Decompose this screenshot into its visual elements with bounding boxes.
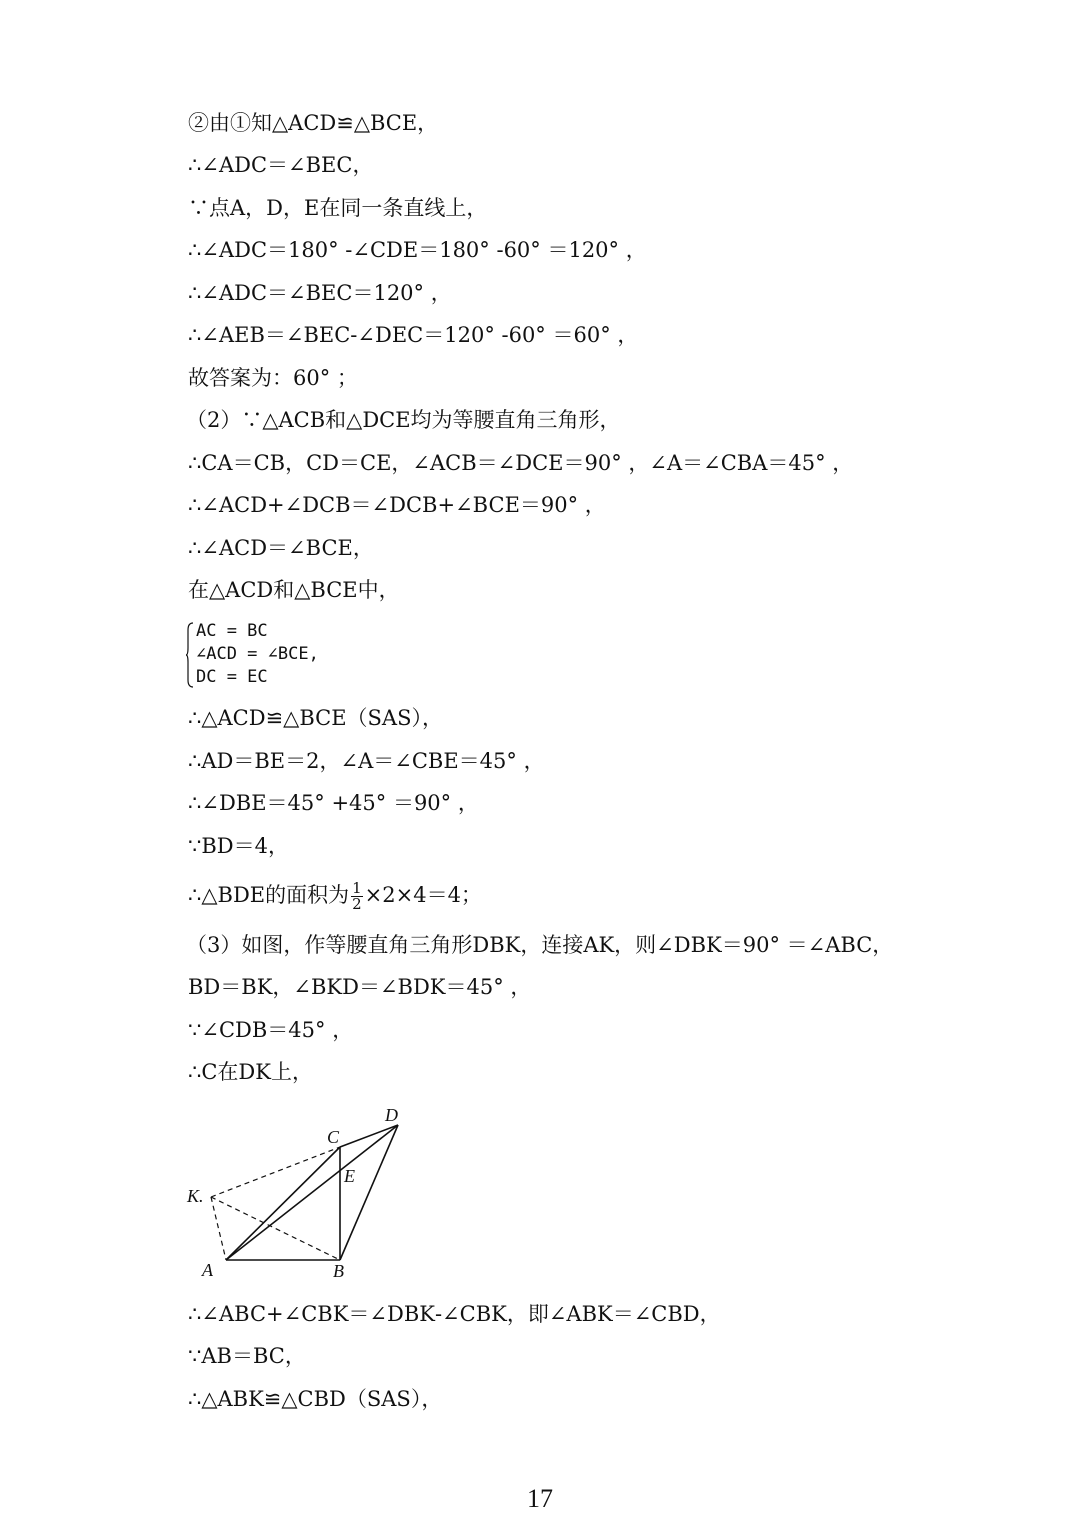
segment-ac xyxy=(226,1147,340,1260)
fraction xyxy=(351,881,363,912)
text-line: ∴∠ADC＝∠BEC， xyxy=(188,153,374,177)
text-line: ∴∠ABC+∠CBK＝∠DBK‐∠CBK，即∠ABK＝∠CBD， xyxy=(188,1302,721,1326)
segment-ka xyxy=(211,1197,226,1260)
text-line: ∴∠ACD+∠DCB＝∠DCB+∠BCE＝90° ， xyxy=(188,493,606,517)
area-line xyxy=(188,880,482,912)
point-label-k: K. xyxy=(187,1186,204,1206)
text-line: ∴∠ADC＝180° ‐∠CDE＝180° ‐60° ＝120° ， xyxy=(188,238,647,262)
text-line: ∵AB＝BC， xyxy=(188,1344,306,1368)
text-line: ∴∠AEB＝∠BEC‐∠DEC＝120° ‐60° ＝60° ， xyxy=(188,323,639,347)
text-line: （3）如图，作等腰直角三角形DBK，连接AK，则∠DBK＝90° ＝∠ABC， xyxy=(186,933,894,957)
geometry-figure xyxy=(180,1100,420,1285)
text-line: BD＝BK，∠BKD＝∠BDK＝45° ， xyxy=(188,975,532,999)
segment-kc xyxy=(211,1147,340,1197)
text-line: ∵∠CDB＝45° ， xyxy=(188,1018,354,1042)
equation-row: DC = EC xyxy=(196,667,268,687)
text-line: ∴△ABK≌△CBD（SAS）， xyxy=(188,1387,443,1411)
fraction-denominator: 2 xyxy=(352,895,362,913)
text-line: ∴C在DK上， xyxy=(188,1060,313,1084)
text-line: ∴∠ADC＝∠BEC＝120° ， xyxy=(188,281,452,305)
text-line: ∴∠ACD＝∠BCE， xyxy=(188,536,374,560)
area-suffix: ×2×4＝4； xyxy=(364,883,482,907)
page-number: 17 xyxy=(527,1484,553,1513)
point-label-b: B xyxy=(333,1261,344,1281)
segment-kb xyxy=(211,1197,340,1260)
text-line: ∵BD＝4， xyxy=(188,834,289,858)
area-prefix: ∴△BDE的面积为 xyxy=(188,883,350,907)
text-line: ∴∠DBE＝45° +45° ＝90° ， xyxy=(188,791,479,815)
point-label-e: E xyxy=(344,1166,355,1186)
text-line: 在△ACD和△BCE中， xyxy=(188,578,400,602)
fraction-numerator: 1 xyxy=(352,879,362,897)
point-label-d: D xyxy=(385,1105,398,1125)
equation-row: AC = BC xyxy=(196,621,268,641)
point-label-c: C xyxy=(327,1127,340,1147)
text-line: ∴△ACD≌△BCE（SAS）， xyxy=(188,706,443,730)
equation-row: ∠ACD = ∠BCE, xyxy=(196,644,319,664)
segment-db xyxy=(340,1125,398,1260)
text-line: ②由①知△ACD≌△BCE， xyxy=(188,111,439,135)
segment-ad xyxy=(226,1125,398,1260)
brace-icon xyxy=(186,622,194,688)
text-line: ∴CA＝CB，CD＝CE，∠ACB＝∠DCE＝90° ，∠A＝∠CBA＝45° ， xyxy=(188,451,854,475)
text-line: （2）∵△ACB和△DCE均为等腰直角三角形， xyxy=(186,408,621,432)
text-line: ∴AD＝BE＝2，∠A＝∠CBE＝45° ， xyxy=(188,749,545,773)
text-line: 故答案为：60° ； xyxy=(188,366,358,390)
text-line: ∵点A，D，E在同一条直线上， xyxy=(188,196,488,220)
point-label-a: A xyxy=(202,1260,213,1280)
